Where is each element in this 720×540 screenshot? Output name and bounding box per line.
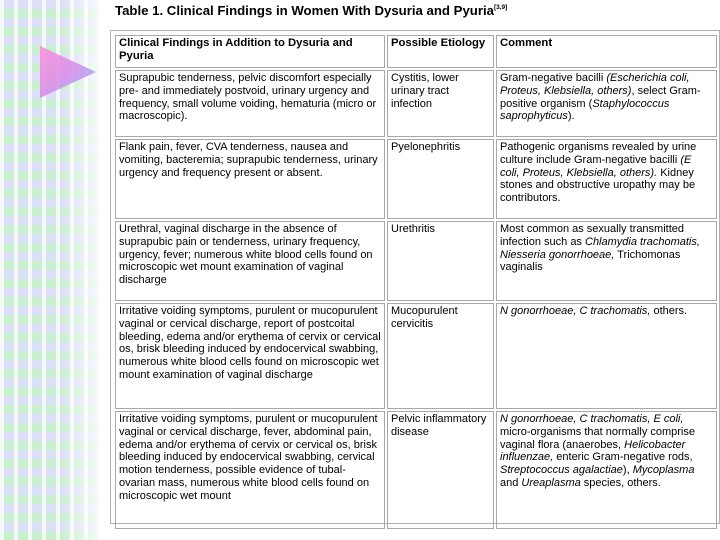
findings-cell: Urethral, vaginal discharge in the absence of suprapubic pain or tenderness, urinary frequency, urgency, fever; numerous white blood cells found on microscopic wet mount examination of vaginal discharge (115, 221, 385, 301)
table-row (115, 221, 717, 301)
findings-cell: Irritative voiding symptoms, purulent or mucopurulent vaginal or cervical discharge, fever, abdominal pain, edema and/or erythema of cervix or cervical os, brisk bleeding induced by endocervical swabbing, cervical motion tenderness, possible evidence of tubal-ovarian mass, numerous white blood cells found on microscopic wet mount (115, 411, 385, 529)
play-triangle-icon (38, 44, 98, 100)
title-reference: [3,9] (493, 4, 508, 11)
comment-text: Gram-negative bacilli (500, 72, 607, 84)
header-etiology: Possible Etiology (387, 35, 494, 68)
comment-italic-text: N gonorrhoeae, C trachomatis, (500, 305, 651, 317)
etiology-cell: Pyelonephritis (387, 139, 494, 219)
table-title (115, 0, 507, 16)
comment-italic-text: Helicobacter influenzae, (500, 438, 686, 464)
table-row (115, 139, 717, 219)
comment-text: , select Gram-positive organism ( (500, 84, 701, 110)
table-row (115, 70, 717, 137)
header-comment: Comment (496, 35, 717, 68)
header-row (115, 35, 717, 68)
comment-text: Most common as sexually transmitted infection such as (500, 223, 685, 248)
etiology-cell: Pelvic inflammatory disease (387, 411, 494, 529)
comment-text: enteric Gram-negative rods, (553, 451, 693, 464)
comment-cell (496, 139, 717, 219)
comment-text: ). (567, 110, 575, 123)
comment-italic-text: (E coli, Proteus, Klebsiella, others). (500, 153, 692, 179)
etiology-cell: Urethritis (387, 221, 494, 301)
etiology-cell: Cystitis, lower urinary tract infection (387, 70, 494, 137)
comment-cell (496, 70, 717, 137)
comment-text: ), (622, 464, 633, 477)
comment-text: micro-organisms that normally comprise vaginal flora (anaerobes, (500, 425, 695, 451)
comment-italic-text: Streptococcus agalactiae (500, 464, 623, 477)
comment-italic-text: N gonorrhoeae, C trachomatis, E coli, (500, 413, 684, 425)
findings-cell: Suprapubic tenderness, pelvic discomfort especially pre- and immediately postvoid, urinary urgency and frequency, small volume voiding, hematuria (micro or macroscopic). (115, 70, 385, 137)
comment-text: and (500, 476, 522, 489)
findings-cell: Irritative voiding symptoms, purulent or mucopurulent vaginal or cervical discharge, report of postcoital bleeding, edema and/or erythema of cervix or cervical os, brisk bleeding induced by endocervical swabbing, numerous white blood cells found on microscopic wet mount examination of vaginal discharge (115, 303, 385, 409)
comment-text: Pathogenic organisms revealed by urine culture include Gram-negative bacilli (500, 141, 697, 166)
comment-text: Trichomonas vaginalis (500, 248, 681, 274)
header-findings: Clinical Findings in Addition to Dysuria and Pyuria (115, 35, 385, 68)
findings-table-grid (113, 33, 719, 531)
comment-italic-text: Chlamydia trachomatis, Niesseria gonorrhoeae, (500, 235, 700, 261)
comment-italic-text: Staphylococcus saprophyticus (500, 97, 670, 123)
comment-cell (496, 303, 717, 409)
etiology-cell: Mucopurulent cervicitis (387, 303, 494, 409)
comment-text: Kidney stones and obstructive uropathy may be contributors. (500, 166, 696, 205)
table-title-text: Table 1. Clinical Findings in Women With Dysuria and Pyuria (115, 3, 494, 18)
comment-text: species, others. (580, 476, 661, 489)
comment-italic-text: (Escherichia coli, Proteus, Klebsiella, others) (500, 72, 690, 97)
table-row (115, 303, 717, 409)
findings-cell: Flank pain, fever, CVA tenderness, nausea and vomiting, bacteremia; suprapubic tenderness, urinary urgency and frequency present or absent. (115, 139, 385, 219)
comment-italic-text: Ureaplasma (521, 476, 581, 489)
table-row (115, 411, 717, 529)
comment-cell (496, 221, 717, 301)
clinical-findings-table (110, 30, 720, 524)
comment-text: others. (650, 305, 688, 317)
comment-cell (496, 411, 717, 529)
comment-italic-text: Mycoplasma (632, 464, 695, 477)
